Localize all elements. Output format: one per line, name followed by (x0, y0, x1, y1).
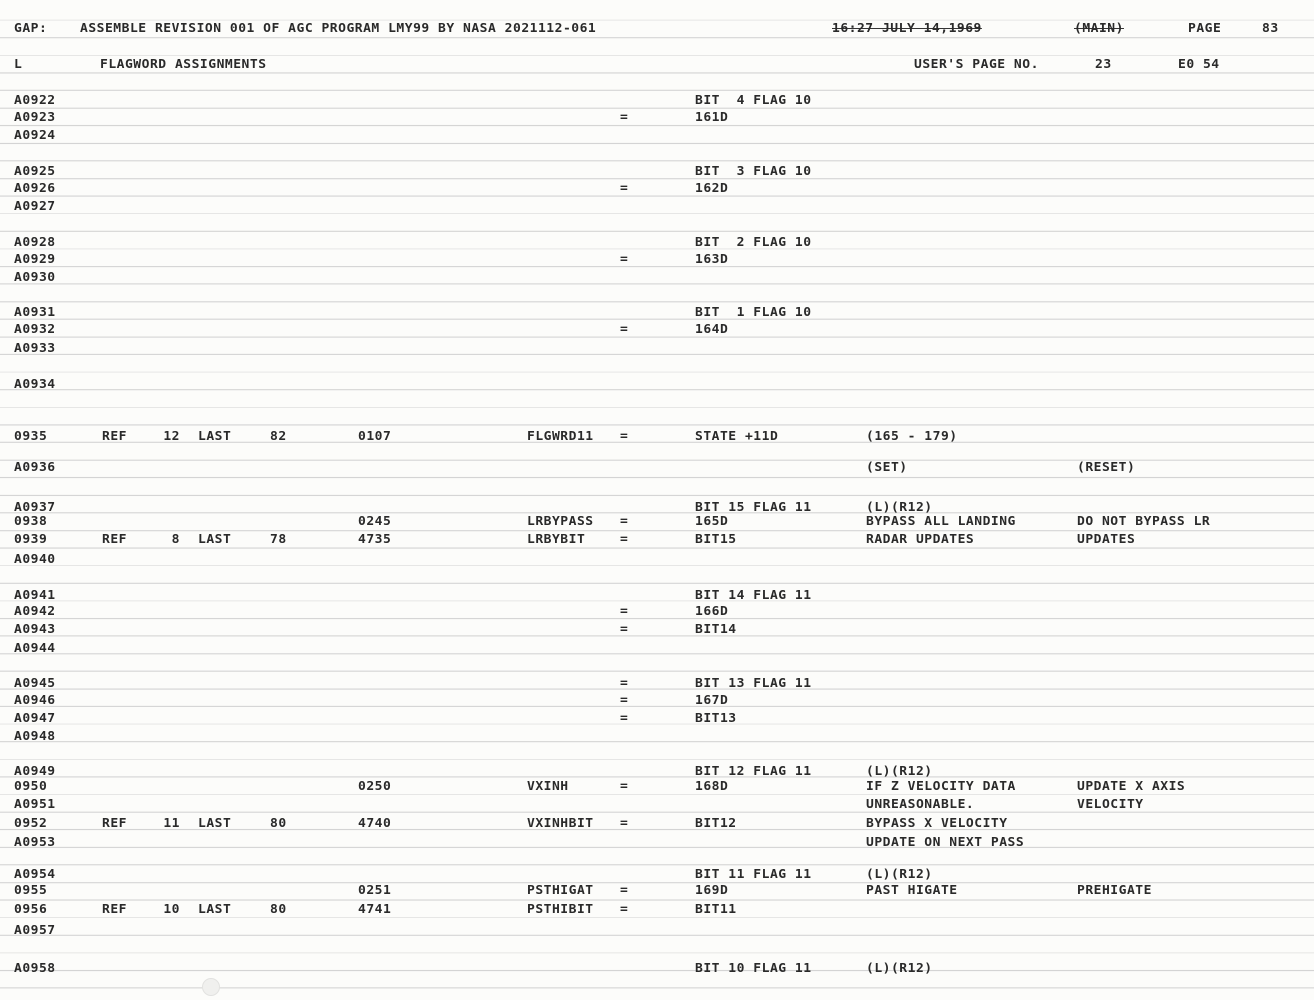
listing-row (0, 882, 1314, 899)
row-sym: LRBYBIT (527, 532, 586, 547)
header-page-label: PAGE (1188, 21, 1222, 36)
row-addr: 0250 (358, 779, 392, 794)
listing-row (0, 513, 1314, 530)
listing-row (0, 675, 1314, 692)
row-label: 0952 (14, 816, 48, 831)
row-op: BIT15 (695, 532, 737, 547)
row-label: A0943 (14, 622, 56, 637)
listing-row (0, 127, 1314, 144)
row-label: A0936 (14, 460, 56, 475)
row-op: BIT 3 FLAG 10 (695, 164, 812, 179)
row-lastn: 78 (270, 532, 287, 547)
listing-row (0, 922, 1314, 939)
row-label: A0930 (14, 270, 56, 285)
row-label: A0934 (14, 377, 56, 392)
row-label: A0937 (14, 500, 56, 515)
row-op: 169D (695, 883, 729, 898)
row-eq: = (620, 883, 629, 898)
row-op: 168D (695, 779, 729, 794)
row-label: A0940 (14, 552, 56, 567)
row-eq: = (620, 322, 629, 337)
row-op: BIT 2 FLAG 10 (695, 235, 812, 250)
row-op: BIT 1 FLAG 10 (695, 305, 812, 320)
listing-row (0, 234, 1314, 251)
row-reset: PREHIGATE (1077, 883, 1152, 898)
row-label: A0947 (14, 711, 56, 726)
row-label: 0935 (14, 429, 48, 444)
row-label: A0957 (14, 923, 56, 938)
header-timestamp: 16:27 JULY 14,1969 (832, 21, 982, 36)
user-page-label: USER'S PAGE NO. (914, 57, 1039, 72)
row-label: 0955 (14, 883, 48, 898)
row-sym: LRBYPASS (527, 514, 594, 529)
row-op: BIT 13 FLAG 11 (695, 676, 812, 691)
row-ref: REF (102, 429, 127, 444)
row-op: STATE +11D (695, 429, 779, 444)
row-label: 0938 (14, 514, 48, 529)
subheader-marker: L (14, 57, 23, 72)
row-sym: PSTHIGAT (527, 883, 594, 898)
listing-row (0, 92, 1314, 109)
row-set: (L)(R12) (866, 500, 933, 515)
row-refn: 12 (163, 429, 180, 444)
listing-row (0, 459, 1314, 476)
row-refn: 10 (163, 902, 180, 917)
row-eq: = (620, 110, 629, 125)
row-eq: = (620, 779, 629, 794)
row-eq: = (620, 711, 629, 726)
row-label: A0922 (14, 93, 56, 108)
row-set: (L)(R12) (866, 867, 933, 882)
row-last: LAST (198, 902, 232, 917)
row-set: (L)(R12) (866, 764, 933, 779)
row-op: 163D (695, 252, 729, 267)
row-label: A0958 (14, 961, 56, 976)
row-label: A0928 (14, 235, 56, 250)
row-op: 167D (695, 693, 729, 708)
row-set: (SET) (866, 460, 908, 475)
row-refn: 11 (163, 816, 180, 831)
row-op: BIT14 (695, 622, 737, 637)
header-segment: (MAIN) (1074, 21, 1124, 36)
row-op: BIT11 (695, 902, 737, 917)
row-label: A0924 (14, 128, 56, 143)
row-op: 165D (695, 514, 729, 529)
listing-row (0, 778, 1314, 795)
row-addr: 0107 (358, 429, 392, 444)
row-refn: 8 (171, 532, 180, 547)
listing-row (0, 866, 1314, 883)
row-label: A0944 (14, 641, 56, 656)
row-last: LAST (198, 816, 232, 831)
row-set: (165 - 179) (866, 429, 958, 444)
row-eq: = (620, 429, 629, 444)
row-eq: = (620, 532, 629, 547)
row-op: 161D (695, 110, 729, 125)
listing-row (0, 640, 1314, 657)
row-label: A0953 (14, 835, 56, 850)
row-set: (L)(R12) (866, 961, 933, 976)
row-label: A0954 (14, 867, 56, 882)
row-op: BIT13 (695, 711, 737, 726)
row-addr: 4741 (358, 902, 392, 917)
listing-row (0, 180, 1314, 197)
row-op: BIT 14 FLAG 11 (695, 588, 812, 603)
header-title: ASSEMBLE REVISION 001 OF AGC PROGRAM LMY99 BY NASA 2021112-061 (80, 21, 597, 36)
listing-row (0, 587, 1314, 604)
row-label: A0926 (14, 181, 56, 196)
row-sym: VXINH (527, 779, 569, 794)
row-label: A0929 (14, 252, 56, 267)
listing-row (0, 796, 1314, 813)
row-set: UNREASONABLE. (866, 797, 975, 812)
section-title: FLAGWORD ASSIGNMENTS (100, 57, 267, 72)
row-label: 0956 (14, 902, 48, 917)
row-label: A0942 (14, 604, 56, 619)
row-label: A0941 (14, 588, 56, 603)
listing-row (0, 960, 1314, 977)
row-reset: DO NOT BYPASS LR (1077, 514, 1211, 529)
row-op: 166D (695, 604, 729, 619)
user-page-number: 23 (1095, 57, 1112, 72)
row-eq: = (620, 252, 629, 267)
row-ref: REF (102, 902, 127, 917)
row-lastn: 82 (270, 429, 287, 444)
row-last: LAST (198, 429, 232, 444)
row-label: A0945 (14, 676, 56, 691)
row-set: IF Z VELOCITY DATA (866, 779, 1016, 794)
subheader-code: E0 54 (1178, 57, 1220, 72)
listing-row (0, 198, 1314, 215)
listing-row (0, 728, 1314, 745)
row-eq: = (620, 181, 629, 196)
row-op: 162D (695, 181, 729, 196)
row-lastn: 80 (270, 816, 287, 831)
row-label: A0951 (14, 797, 56, 812)
row-sym: FLGWRD11 (527, 429, 594, 444)
subheader-line (0, 56, 1314, 73)
row-ref: REF (102, 532, 127, 547)
row-op: BIT 15 FLAG 11 (695, 500, 812, 515)
row-op: 164D (695, 322, 729, 337)
row-set: UPDATE ON NEXT PASS (866, 835, 1025, 850)
row-set: PAST HIGATE (866, 883, 958, 898)
row-reset: UPDATE X AXIS (1077, 779, 1186, 794)
listing-row (0, 621, 1314, 638)
listing-row (0, 834, 1314, 851)
header-page-number: 83 (1262, 21, 1279, 36)
row-eq: = (620, 693, 629, 708)
row-set: BYPASS X VELOCITY (866, 816, 1008, 831)
row-label: A0933 (14, 341, 56, 356)
row-label: A0948 (14, 729, 56, 744)
row-label: 0950 (14, 779, 48, 794)
listing-row (0, 340, 1314, 357)
listing-row (0, 901, 1314, 918)
listing-row (0, 692, 1314, 709)
row-set: BYPASS ALL LANDING (866, 514, 1016, 529)
listing-row (0, 321, 1314, 338)
row-op: BIT12 (695, 816, 737, 831)
row-op: BIT 4 FLAG 10 (695, 93, 812, 108)
listing-row (0, 603, 1314, 620)
row-addr: 4735 (358, 532, 392, 547)
listing-row (0, 251, 1314, 268)
row-addr: 0245 (358, 514, 392, 529)
row-last: LAST (198, 532, 232, 547)
listing-row (0, 815, 1314, 832)
row-reset: VELOCITY (1077, 797, 1144, 812)
row-label: A0932 (14, 322, 56, 337)
listing-row (0, 376, 1314, 393)
listing-row (0, 710, 1314, 727)
row-ref: REF (102, 816, 127, 831)
row-eq: = (620, 604, 629, 619)
row-eq: = (620, 902, 629, 917)
header-line (0, 20, 1314, 37)
row-label: A0927 (14, 199, 56, 214)
listing-row (0, 551, 1314, 568)
row-op: BIT 10 FLAG 11 (695, 961, 812, 976)
row-eq: = (620, 676, 629, 691)
row-reset: UPDATES (1077, 532, 1136, 547)
row-eq: = (620, 816, 629, 831)
row-set: RADAR UPDATES (866, 532, 975, 547)
header-prefix: GAP: (14, 21, 48, 36)
row-lastn: 80 (270, 902, 287, 917)
row-label: A0946 (14, 693, 56, 708)
row-addr: 4740 (358, 816, 392, 831)
row-eq: = (620, 514, 629, 529)
listing-row (0, 304, 1314, 321)
listing-row (0, 109, 1314, 126)
row-label: 0939 (14, 532, 48, 547)
row-op: BIT 11 FLAG 11 (695, 867, 812, 882)
row-label: A0931 (14, 305, 56, 320)
row-sym: PSTHIBIT (527, 902, 594, 917)
listing-row (0, 531, 1314, 548)
binder-hole (202, 978, 220, 996)
row-sym: VXINHBIT (527, 816, 594, 831)
listing-row (0, 428, 1314, 445)
listing-row (0, 269, 1314, 286)
listing-row (0, 163, 1314, 180)
row-label: A0949 (14, 764, 56, 779)
row-addr: 0251 (358, 883, 392, 898)
row-label: A0923 (14, 110, 56, 125)
row-eq: = (620, 622, 629, 637)
row-reset: (RESET) (1077, 460, 1136, 475)
row-op: BIT 12 FLAG 11 (695, 764, 812, 779)
row-label: A0925 (14, 164, 56, 179)
